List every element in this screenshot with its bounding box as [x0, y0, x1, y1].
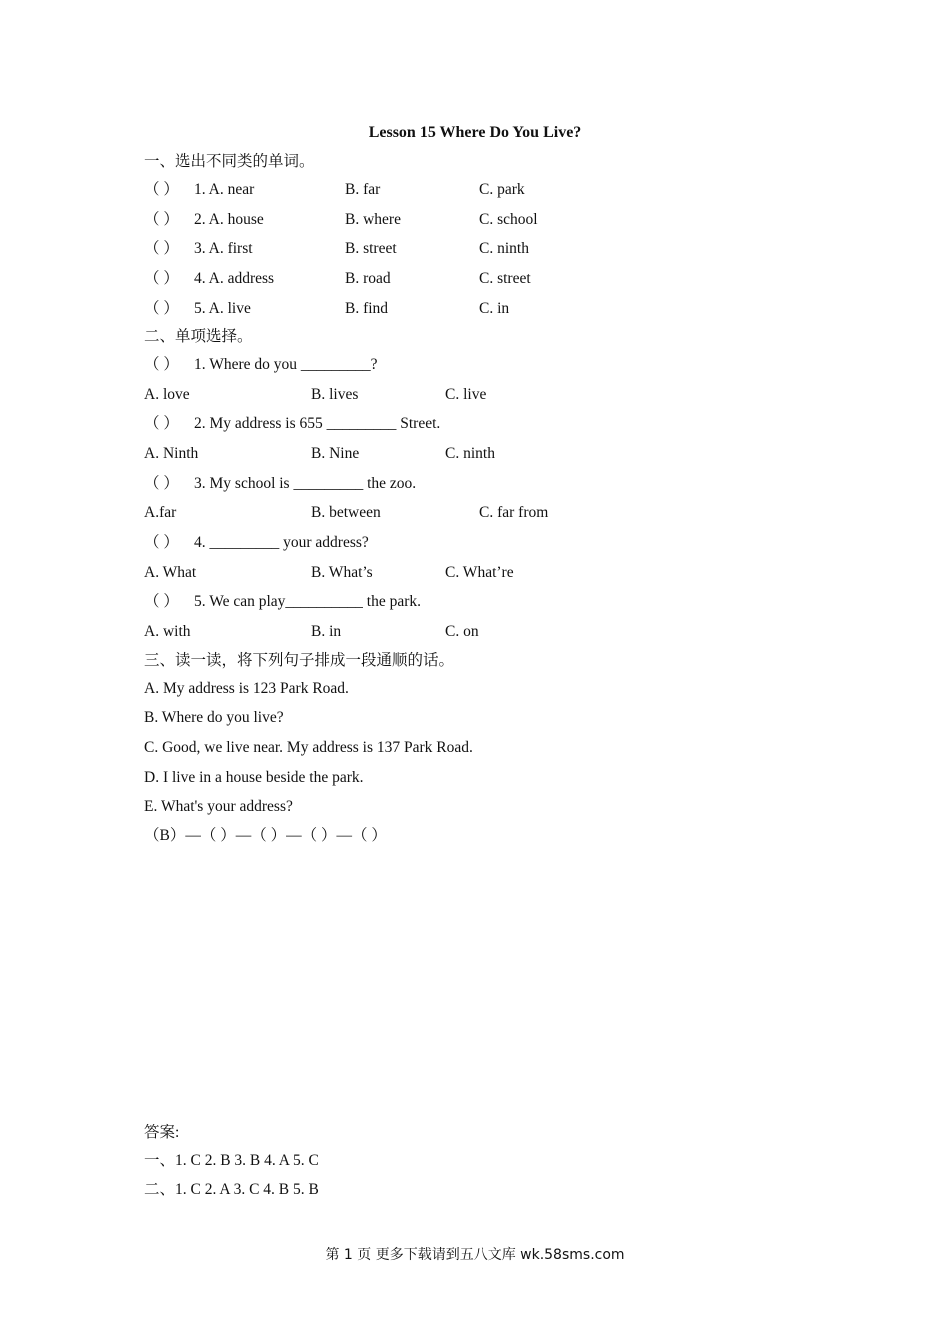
order-answer-line: （B）—（ ）—（ ）—（ ）—（ ） [144, 827, 387, 844]
question-text: 2. My address is 655 _________ Street. [194, 415, 441, 432]
page-footer: 第 1 页 更多下载请到五八文库 wk.58sms.com [325, 1247, 625, 1263]
sentence: C. Good, we live near. My address is 137 Park Road. [144, 739, 473, 756]
answers-heading: 答案: [144, 1124, 180, 1141]
option-a: 5. A. live [194, 300, 251, 317]
option-b: B. road [345, 270, 391, 287]
option-c: C. What’re [445, 564, 514, 581]
answer-paren: （ ） [144, 211, 179, 228]
question-text: 1. Where do you _________? [194, 356, 378, 373]
answers-line-2: 二、1. C 2. A 3. C 4. B 5. B [144, 1181, 319, 1198]
option-c: C. on [445, 623, 479, 640]
option-a: 3. A. first [194, 240, 253, 257]
option-c: C. park [479, 181, 525, 198]
option-c: C. live [445, 386, 487, 403]
answers-line-1: 一、1. C 2. B 3. B 4. A 5. C [144, 1152, 319, 1169]
sentence: A. My address is 123 Park Road. [144, 680, 349, 697]
option-a: A. Ninth [144, 445, 199, 462]
option-c: C. school [479, 211, 538, 228]
answer-paren: （ ） [144, 181, 179, 198]
option-c: C. far from [479, 504, 549, 521]
question-text: 5. We can play__________ the park. [194, 593, 422, 610]
option-c: C. street [479, 270, 531, 287]
section3-heading: 三、读一读，将下列句子排成一段通顺的话。 [144, 652, 455, 669]
option-a: A.far [144, 504, 177, 521]
option-a: 1. A. near [194, 181, 255, 198]
option-b: B. in [311, 623, 342, 640]
answer-paren: （ ） [144, 356, 179, 373]
option-b: B. lives [311, 386, 359, 403]
page-title: Lesson 15 Where Do You Live? [368, 124, 582, 141]
option-c: C. in [479, 300, 510, 317]
section2-heading: 二、单项选择。 [144, 328, 253, 345]
answer-paren: （ ） [144, 593, 179, 610]
option-c: C. ninth [479, 240, 529, 257]
option-b: B. What’s [311, 564, 373, 581]
answer-paren: （ ） [144, 475, 179, 492]
question-text: 3. My school is _________ the zoo. [194, 475, 417, 492]
option-b: B. where [345, 211, 401, 228]
option-a: 2. A. house [194, 211, 264, 228]
question-text: 4. _________ your address? [194, 534, 369, 551]
answer-paren: （ ） [144, 300, 179, 317]
option-b: B. between [311, 504, 381, 521]
sentence: D. I live in a house beside the park. [144, 769, 364, 786]
option-a: 4. A. address [194, 270, 275, 287]
option-a: A. love [144, 386, 190, 403]
option-c: C. ninth [445, 445, 495, 462]
section1-heading: 一、选出不同类的单词。 [144, 153, 315, 170]
answer-paren: （ ） [144, 240, 179, 257]
answer-paren: （ ） [144, 415, 179, 432]
option-b: B. Nine [311, 445, 360, 462]
answer-paren: （ ） [144, 534, 179, 551]
answer-paren: （ ） [144, 270, 179, 287]
option-a: A. What [144, 564, 197, 581]
option-b: B. street [345, 240, 397, 257]
option-a: A. with [144, 623, 191, 640]
sentence: B. Where do you live? [144, 709, 284, 726]
option-b: B. far [345, 181, 381, 198]
option-b: B. find [345, 300, 389, 317]
sentence: E. What's your address? [144, 798, 293, 815]
